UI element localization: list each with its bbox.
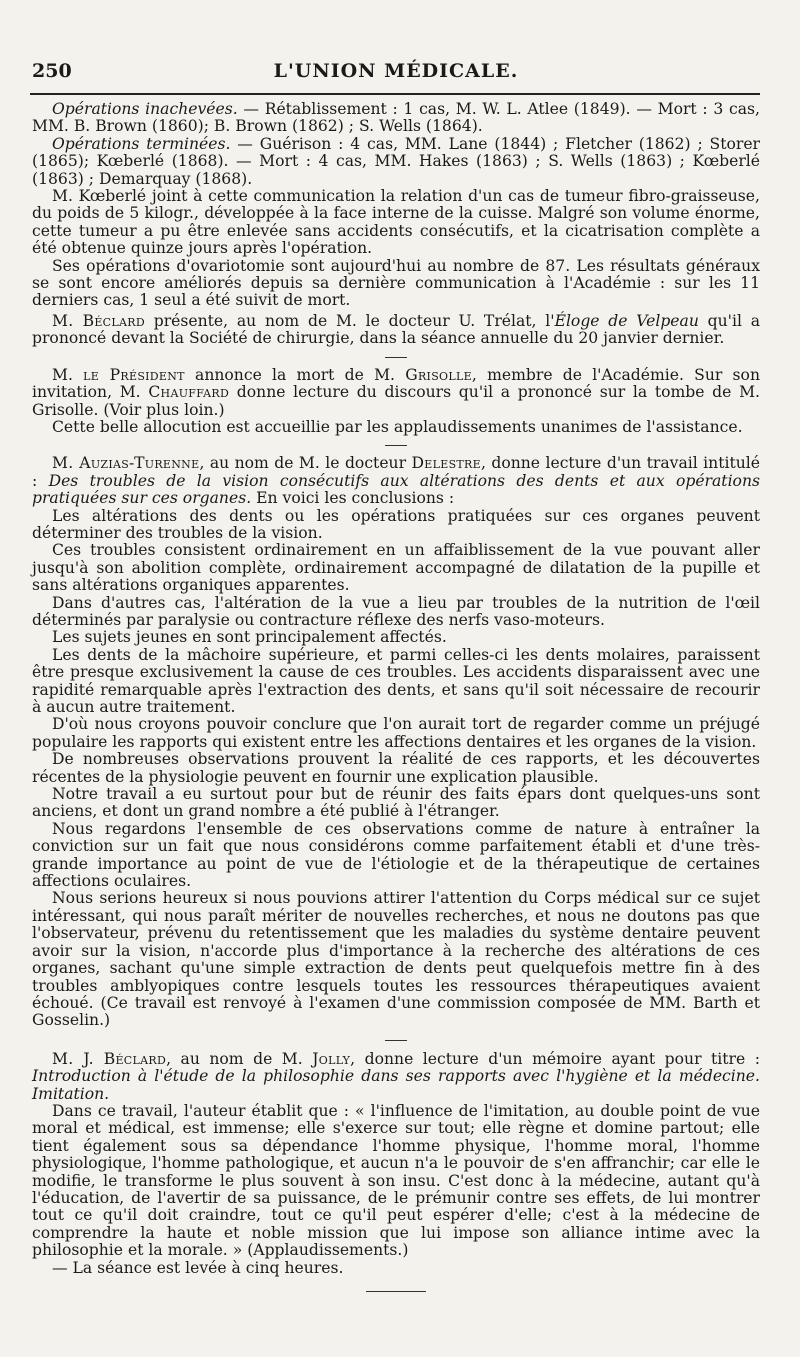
jolly-intro: M. J. Béclard, au nom de M. Jolly, donne lecture d'un mémoire ayant pour titre : Introduction à l'étude de la philosophie dans ses rapports avec l'hygiène et la médecine. Imitation. [32,1049,760,1103]
auzias-intro: M. Auzias-Turenne, au nom de M. le docteur Delestre, donne lecture d'un travail intitulé : Des troubles de la vision consécutifs aux altérations des dents et aux opérations pratiquées sur ces organes. En voici les conclusions : [32,454,760,508]
conclusion-paragraph: Dans d'autres cas, l'altération de la vue a lieu par troubles de la nutrition de l'œil déterminés par paralysie ou contracture réflexe des nerfs vaso-moteurs. [32,593,760,629]
closing-line: — La séance est levée à cinq heures. [52,1258,344,1277]
header-rule [30,93,760,95]
conclusion-paragraph: Les dents de la mâchoire supérieure, et parmi celles-ci les dents molaires, paraissent être presque exclusivement la cause de ces troubles. Les accidents disparaissent avec une rapidité remarquable après l'extraction des dents, et sans qu'il soit nécessaire de recourir à aucun autre traitement. [32,645,760,716]
conclusion-paragraph: Les sujets jeunes en sont principalement affectés. [52,628,447,647]
article-body [32,101,760,1292]
beclard-trelat-paragraph: M. Béclard présente, au nom de M. le docteur U. Trélat, l'Éloge de Velpeau qu'il a prononcé devant la Société de chirurgie, dans la séance annuelle du 20 janvier dernier. [32,311,760,348]
conclusion-paragraph: Notre travail a eu surtout pour but de réunir des faits épars dont quelques-uns sont anciens, et dont un grand nombre a été publié à l'étranger. [32,785,760,821]
conclusion-paragraph: D'où nous croyons pouvoir conclure que l'on aurait tort de regarder comme un préjugé populaire les rapports qui existent entre les affections dentaires et les organes de la vision. [32,715,760,751]
grisolle-paragraph: M. le Président annonce la mort de M. Grisolle, membre de l'Académie. Sur son invitation, M. Chauffard donne lecture du discours qu'il a prononcé sur la tombe de M. Grisolle. (Voir plus loin.) [32,365,760,419]
page-header [32,56,760,90]
conclusion-paragraph: Les altérations des dents ou les opérations pratiquées sur ces organes peuvent déterminer des troubles de la vision. [32,506,760,542]
conclusion-paragraph: Nous serions heureux si nous pouvions attirer l'attention du Corps médical sur ce sujet intéressant, qui nous paraît mériter de nouvelles recherches, et nous ne doutons pas que l'observateur, prévenu du retentissement que les maladies du système dentaire peuvent avoir sur la vision, n'accorde plus d'importance à la recherche des altérations de ces organes, sachant qu'une simple extraction de dents peut quelquefois mettre fin à des troubles amblyopiques contre lesquels toutes les ressources thérapeutiques avaient échoué. (Ce travail est renvoyé à l'examen d'une commission composée de MM. Barth et Gosselin.) [32,889,760,1030]
operations-inachevees: Opérations inachevées. — Rétablissement : 1 cas, M. W. L. Atlee (1849). — Mort : 3 cas, MM. B. Brown (1860); B. Brown (1862) ; S. Wells (1864). [32,100,760,136]
resultats-paragraph: Ses opérations d'ovariotomie sont aujourd'hui au nombre de 87. Les résultats généraux se sont encore améliorés depuis sa dernière communication à l'Académie : sur les 11 derniers cas, 1 seul a été suivit de mort. [32,256,760,310]
conclusion-paragraph: Nous regardons l'ensemble de ces observations comme de nature à entraîner la conviction sur un fait que nous considérons comme parfaitement établi et d'une très-grande importance au point de vue de l'étiologie et de la thérapeutique de certaines affections oculaires. [32,819,760,891]
operations-terminees: Opérations terminées. — Guérison : 4 cas, MM. Lane (1844) ; Fletcher (1862) ; Storer (1865); Kœberlé (1868). — Mort : 4 cas, MM. Hakes (1863) ; S. Wells (1863) ; Kœberlé (1863) ; Demarquay (1868). [32,134,761,188]
koeberle-paragraph: M. Kœberlé joint à cette communication la relation d'un cas de tumeur fibro-graisseuse, du poids de 5 kilogr., développée à la face interne de la cuisse. Malgré son volume énorme, cette tumeur a pu être enlevée sans accidents consécutifs, et la cicatrisation complète a été obtenue quinze jours après l'opération. [32,187,760,258]
running-title: L'UNION MÉDICALE. [273,60,519,82]
section-separator [385,445,407,446]
conclusion-paragraph: Ces troubles consistent ordinairement en un affaiblissement de la vue pouvant aller jusqu'à son abolition complète, ordinairement accompagné de dilatation de la pupille et sans altérations organiques apparentes. [32,541,760,595]
jolly-paragraph: Dans ce travail, l'auteur établit que : « l'influence de l'imitation, au double point de vue moral et médical, est immense; elle s'exerce sur tout; elle règne et domine partout; elle tient également sous sa dépendance l'homme physique, l'homme moral, l'homme physiologique, l'homme pathologique, et aucun n'a le pouvoir de s'en affranchir; car elle le modifie, le transforme le plus souvent à son insu. C'est donc à la médecine, autant qu'à l'éducation, de l'avertir de sa puissance, de le prémunir contre ses effets, de lui montrer tout ce qu'il doit craindre, tout ce qu'il peut espérer d'elle; c'est à la médecine de comprendre la haute et noble mission que lui impose son alliance intime avec la philosophie et la morale. » (Applaudissements.) [32,1101,760,1260]
inachevees-label: Opérations inachevées. [52,100,238,118]
end-rule [366,1291,426,1292]
section-separator [385,357,407,358]
terminees-label: Opérations terminées. [52,134,231,153]
applause-paragraph: Cette belle allocution est accueillie par les applaudissements unanimes de l'assistance. [52,417,743,436]
section-separator [385,1040,407,1041]
conclusion-paragraph: De nombreuses observations prouvent la réalité de ces rapports, et les découvertes récentes de la physiologie peuvent en fournir une explication plausible. [32,750,760,786]
page-number: 250 [32,60,72,82]
